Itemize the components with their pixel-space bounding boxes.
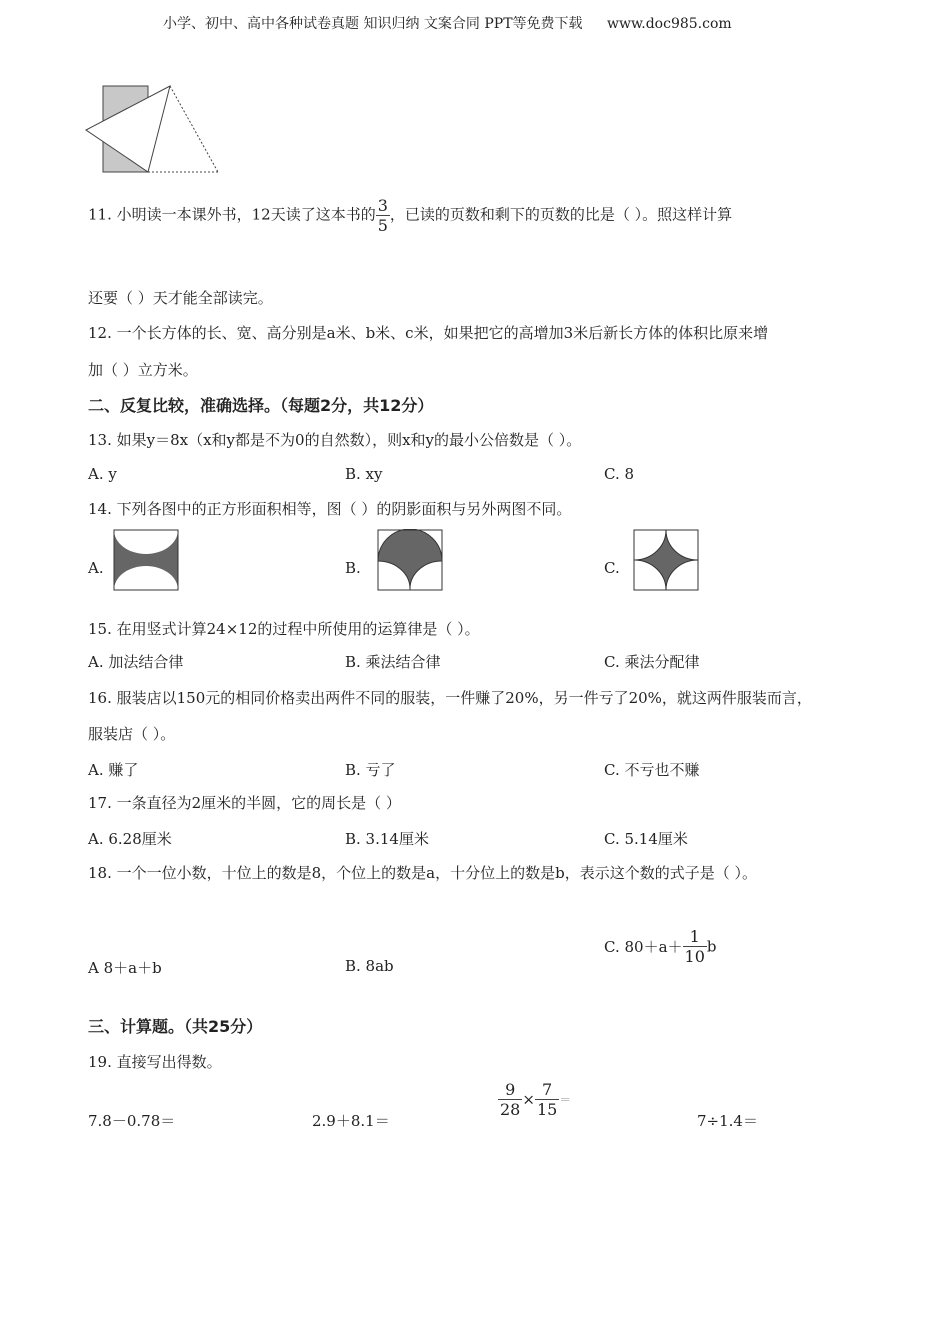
expression-1: 7.8－0.78＝ [88, 1112, 176, 1130]
option-b[interactable]: B. 3.14厘米 [345, 830, 429, 848]
option-b[interactable]: B. 乘法结合律 [345, 653, 441, 671]
fraction: $\frac{3}{5}$ [377, 196, 388, 236]
option-a[interactable]: A. 赚了 [88, 761, 139, 779]
figure-a-square [113, 529, 179, 591]
fraction: $\frac{1}{10}$ [684, 927, 705, 967]
question-16-line2: 服装店（ ）。 [88, 725, 176, 743]
page-header [163, 13, 732, 33]
option-a[interactable]: A 8＋a＋b [88, 959, 162, 977]
question-11-line2: 还要（ ）天才能全部读完。 [88, 289, 273, 307]
option-c[interactable]: C. 乘法分配律 [604, 653, 700, 671]
header-site: www.doc985.com [606, 16, 732, 32]
option-c[interactable]: C. 不亏也不赚 [604, 761, 700, 779]
option-b[interactable]: B. xy [345, 465, 383, 483]
option-c[interactable]: C. [604, 559, 620, 577]
question-18: 18. 一个一位小数，十位上的数是8，个位上的数是a，十分位上的数是b，表示这个数的式子是（ ）。 [88, 864, 757, 882]
figure-b-square [377, 529, 443, 591]
option-b[interactable]: B. 亏了 [345, 761, 396, 779]
header-text: 小学、初中、高中各种试卷真题 知识归纳 文案合同 PPT等免费下载 [163, 16, 583, 32]
expression-3: $\frac{9}{28}$ × $\frac{7}{15}$ ＝ [500, 1080, 572, 1120]
fraction: $\frac{7}{15}$ [536, 1080, 558, 1120]
section-2-title: 二、反复比较，准确选择。（每题2分，共12分） [88, 396, 434, 415]
fraction: $\frac{9}{28}$ [500, 1080, 521, 1120]
question-14: 14. 下列各图中的正方形面积相等，图（ ）的阴影面积与另外两图不同。 [88, 500, 572, 518]
option-a[interactable]: A. [88, 559, 104, 577]
geometry-figure [80, 80, 230, 180]
question-19: 19. 直接写出得数。 [88, 1053, 222, 1071]
option-a[interactable]: A. 6.28厘米 [88, 830, 172, 848]
question-17: 17. 一条直径为2厘米的半圆，它的周长是（ ） [88, 794, 401, 812]
expression-2: 2.9＋8.1＝ [312, 1112, 390, 1130]
question-13: 13. 如果y＝8x（x和y都是不为0的自然数），则x和y的最小公倍数是（ ）。 [88, 431, 582, 449]
question-12: 12. 一个长方体的长、宽、高分别是a米、b米、c米，如果把它的高增加3米后新长方体的体积比原来增 [88, 324, 769, 342]
figure-c-square [633, 529, 699, 591]
option-c[interactable]: C. 80＋a＋ $\frac{1}{10}$ b [604, 927, 717, 967]
question-15: 15. 在用竖式计算24×12的过程中所使用的运算律是（ ）。 [88, 620, 480, 638]
question-11: 11. 小明读一本课外书，12天读了这本书的 $\frac{3}{5}$ ，已读的页数和剩下的页数的比是（ ）。照这样计算 [88, 196, 733, 236]
option-c[interactable]: C. 8 [604, 465, 635, 483]
option-a[interactable]: A. 加法结合律 [88, 653, 184, 671]
question-16: 16. 服装店以150元的相同价格卖出两件不同的服装，一件赚了20%，另一件亏了20%，就这两件服装而言， [88, 689, 812, 707]
option-c[interactable]: C. 5.14厘米 [604, 830, 688, 848]
option-b[interactable]: B. 8ab [345, 957, 394, 975]
option-b[interactable]: B. [345, 559, 361, 577]
option-a[interactable]: A. y [88, 465, 117, 483]
expression-4: 7÷1.4＝ [697, 1112, 758, 1130]
question-12-line2: 加（ ）立方米。 [88, 361, 198, 379]
section-3-title: 三、计算题。（共25分） [88, 1017, 263, 1036]
